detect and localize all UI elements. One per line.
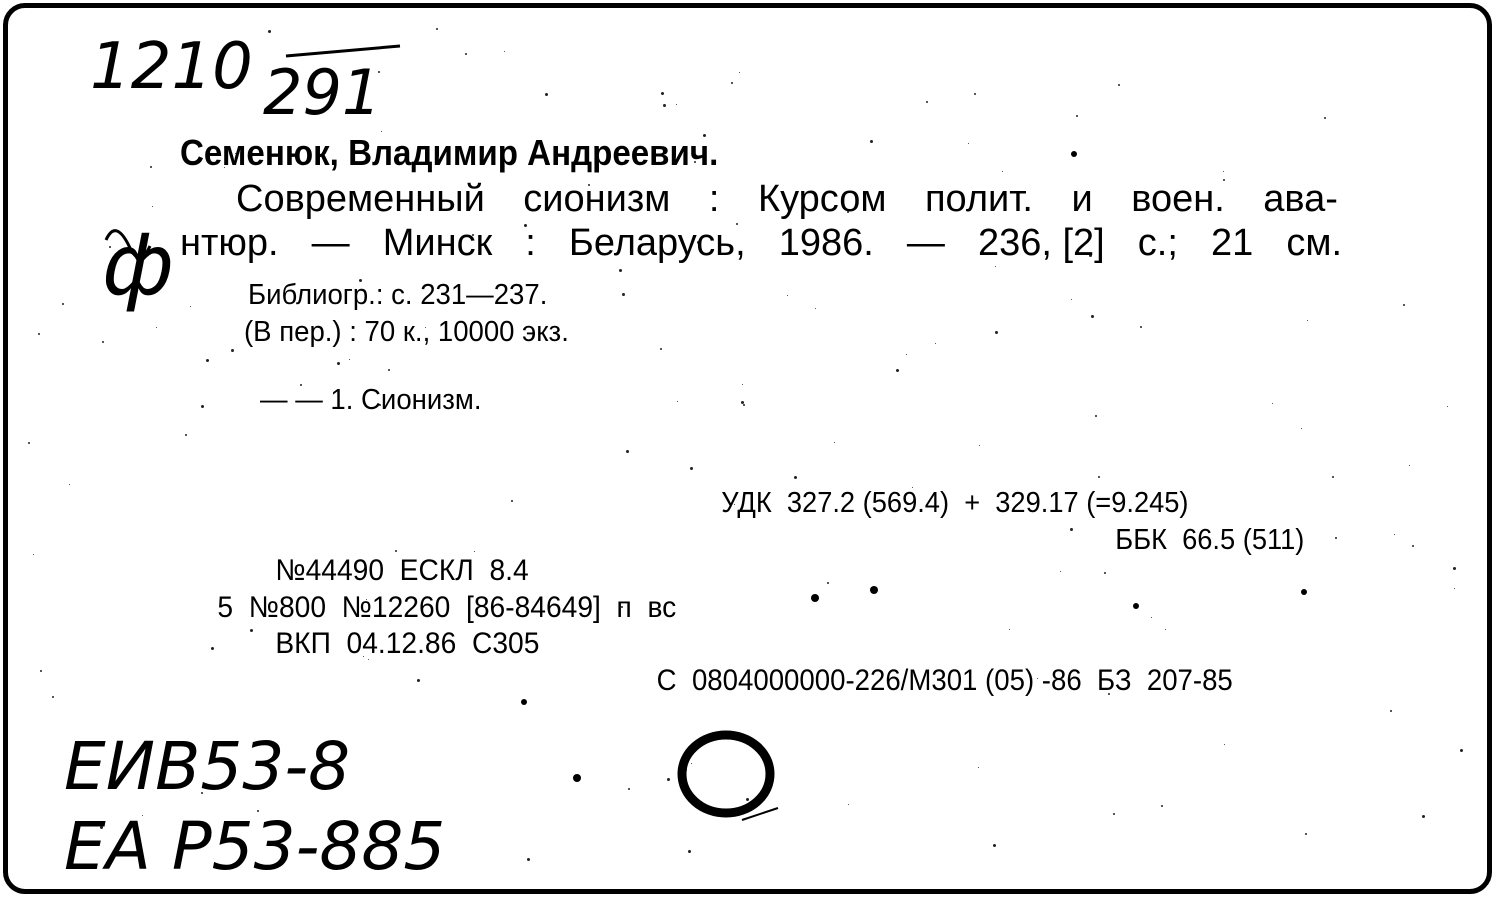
bbk-code: ББК 66.5 (511) <box>1115 524 1305 556</box>
imprint-code: С 0804000000-226/М301 (05) -86 БЗ 207-85 <box>656 664 1233 697</box>
subject-heading: — — 1. Сионизм. <box>260 384 482 416</box>
record-line-2: 5 №800 №12260 [86-84649] п вс <box>217 591 677 624</box>
title-line-1: Современный сионизм : Курсом полит. и воен. ава- <box>236 178 1338 220</box>
record-line-3: ВКП 04.12.86 С305 <box>275 627 540 660</box>
record-line-1: №44490 ЕСКЛ 8.4 <box>275 554 529 587</box>
handwritten-shelfmark-1: ЕИВ53-8 <box>64 728 351 805</box>
udc-code: УДК 327.2 (569.4) + 329.17 (=9.245) <box>721 487 1189 519</box>
handwritten-new-number: 291 <box>263 56 382 129</box>
price-note: (В пер.) : 70 к., 10000 экз. <box>244 316 569 348</box>
author-heading: Семенюк, Владимир Андреевич. <box>180 132 719 173</box>
handwritten-shelfmark-2: ЕА Р53-885 <box>64 808 446 885</box>
catalog-card <box>3 3 1492 894</box>
title-line-2: нтюр. — Минск : Беларусь, 1986. — 236, [2] с.; 21 см. <box>180 222 1342 264</box>
handwritten-margin-mark: ф <box>102 216 174 314</box>
handwritten-old-number: 1210 <box>90 30 253 104</box>
bibliography-note: Библиогр.: с. 231—237. <box>248 279 548 311</box>
